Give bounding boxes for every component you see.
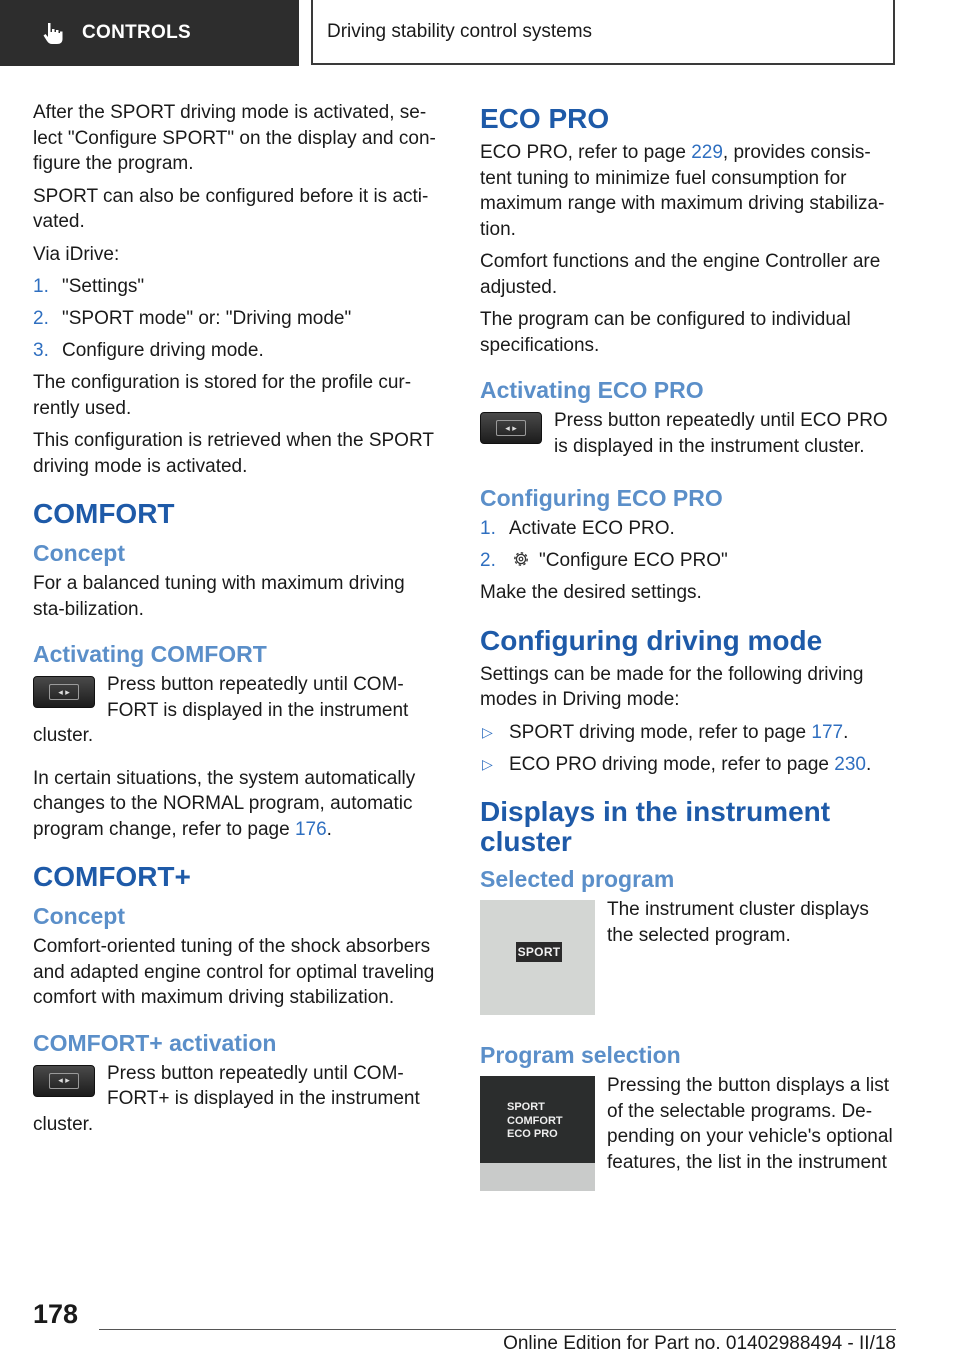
list-item: 2. "SPORT mode" or: "Driving mode" [33, 308, 352, 329]
paragraph: After the SPORT driving mode is activated, se-lect "Configure SPORT" on the display and con-figure the program. [33, 102, 436, 174]
paragraph: The instrument cluster displays the selected program. [607, 899, 869, 946]
paragraph: Comfort functions and the engine Controller are adjusted. [480, 251, 881, 298]
driving-mode-list [480, 720, 900, 778]
heading-program-selection: Program selection [480, 1042, 681, 1068]
page-link[interactable]: 230 [834, 753, 866, 775]
footer-divider [99, 1329, 896, 1330]
left-column [33, 100, 441, 1144]
paragraph: The program can be configured to individual specifications. [480, 309, 851, 356]
paragraph: Press button repeatedly until COM-FORT is displayed in the instrument cluster. [33, 674, 409, 746]
triangle-bullet-icon: ▷ [482, 755, 493, 772]
page-link[interactable]: 177 [811, 721, 844, 743]
program-list-image [480, 1076, 595, 1191]
paragraph: SPORT can also be configured before it is acti-vated. [33, 185, 429, 232]
heading-concept: Concept [33, 540, 125, 566]
footer-edition: Online Edition for Part no. 01402988494 - II/18 [503, 1333, 896, 1354]
list-item: ▷ ECO PRO driving mode, refer to page 230. [480, 752, 900, 778]
driving-mode-button-image [480, 412, 542, 444]
paragraph: Press button repeatedly until ECO PRO is displayed in the instrument cluster. [554, 410, 888, 457]
right-column [480, 100, 900, 1197]
triangle-bullet-icon: ▷ [482, 723, 493, 740]
paragraph: Comfort-oriented tuning of the shock absorbers and adapted engine control for optimal traveling comfort with maximum driving stabilization. [33, 936, 435, 1008]
page-number: 178 [33, 1299, 79, 1329]
paragraph: Via iDrive: [33, 243, 120, 265]
list-item: ▷ SPORT driving mode, refer to page 177. [480, 720, 900, 746]
list-item: 2. "Configure ECO PRO" [480, 550, 728, 571]
heading-activating-eco-pro: Activating ECO PRO [480, 377, 704, 403]
activating-eco-block [480, 408, 900, 466]
heading-concept: Concept [33, 903, 125, 929]
sport-badge: SPORT [516, 942, 562, 962]
selected-program-block [480, 897, 900, 1021]
gear-icon [511, 549, 531, 569]
list-item: 1. Activate ECO PRO. [480, 518, 675, 539]
section-label: CONTROLS [82, 22, 192, 43]
rocker-arrows-icon: ◂ ▸ [49, 684, 79, 700]
driving-mode-button-image [33, 1065, 95, 1097]
paragraph: For a balanced tuning with maximum driving sta-bilization. [33, 573, 405, 620]
activating-comfort-block [33, 672, 441, 756]
hand-pointer-icon [40, 20, 66, 46]
page-header-title: Driving stability control systems [311, 0, 895, 65]
rocker-arrows-icon: ◂ ▸ [49, 1073, 79, 1089]
paragraph: Pressing the button displays a list of the selectable programs. De-pending on your vehicle's optional features, the list in the instrument [607, 1075, 893, 1173]
heading-comfort: COMFORT [33, 498, 175, 529]
page-link[interactable]: 229 [691, 142, 723, 163]
paragraph: In certain situations, the system automatically changes to the NORMAL program, automatic program change, refer to page 176. [33, 767, 416, 840]
page-link[interactable]: 176 [294, 818, 327, 840]
heading-displays: Displays in the instrument cluster [480, 796, 831, 857]
rocker-arrows-icon: ◂ ▸ [496, 420, 526, 436]
eco-config-steps [480, 516, 900, 574]
paragraph: Press button repeatedly until COM-FORT+ is displayed in the instrument cluster. [33, 1062, 420, 1135]
paragraph: The configuration is stored for the profile cur-rently used. [33, 372, 412, 419]
heading-comfort-plus: COMFORT+ [33, 861, 191, 892]
list-item: 1. "Settings" [33, 276, 145, 297]
paragraph: ECO PRO, refer to page 229, provides consis-tent tuning to minimize fuel consumption for maximum range with maximum driving stabiliza-tion. [480, 142, 885, 240]
heading-eco-pro: ECO PRO [480, 103, 610, 134]
paragraph: Settings can be made for the following driving modes in Driving mode: [480, 663, 864, 710]
section-tab [0, 0, 299, 66]
program-menu: SPORT COMFORT ECO PRO [507, 1101, 563, 1140]
heading-configuring-driving-mode: Configuring driving mode [480, 624, 823, 656]
paragraph: This configuration is retrieved when the SPORT driving mode is activated. [33, 430, 434, 477]
heading-selected-program: Selected program [480, 866, 675, 892]
instrument-cluster-image [480, 900, 595, 1015]
heading-activating-comfort: Activating COMFORT [33, 641, 267, 667]
driving-mode-button-image [33, 676, 95, 708]
comfort-plus-activation-block [33, 1061, 441, 1145]
heading-comfort-plus-activation: COMFORT+ activation [33, 1029, 277, 1056]
idrive-steps [33, 274, 441, 364]
paragraph: Make the desired settings. [480, 582, 702, 603]
program-selection-block [480, 1073, 900, 1197]
heading-configuring-eco-pro: Configuring ECO PRO [480, 485, 723, 511]
list-item: 3. Configure driving mode. [33, 340, 264, 361]
